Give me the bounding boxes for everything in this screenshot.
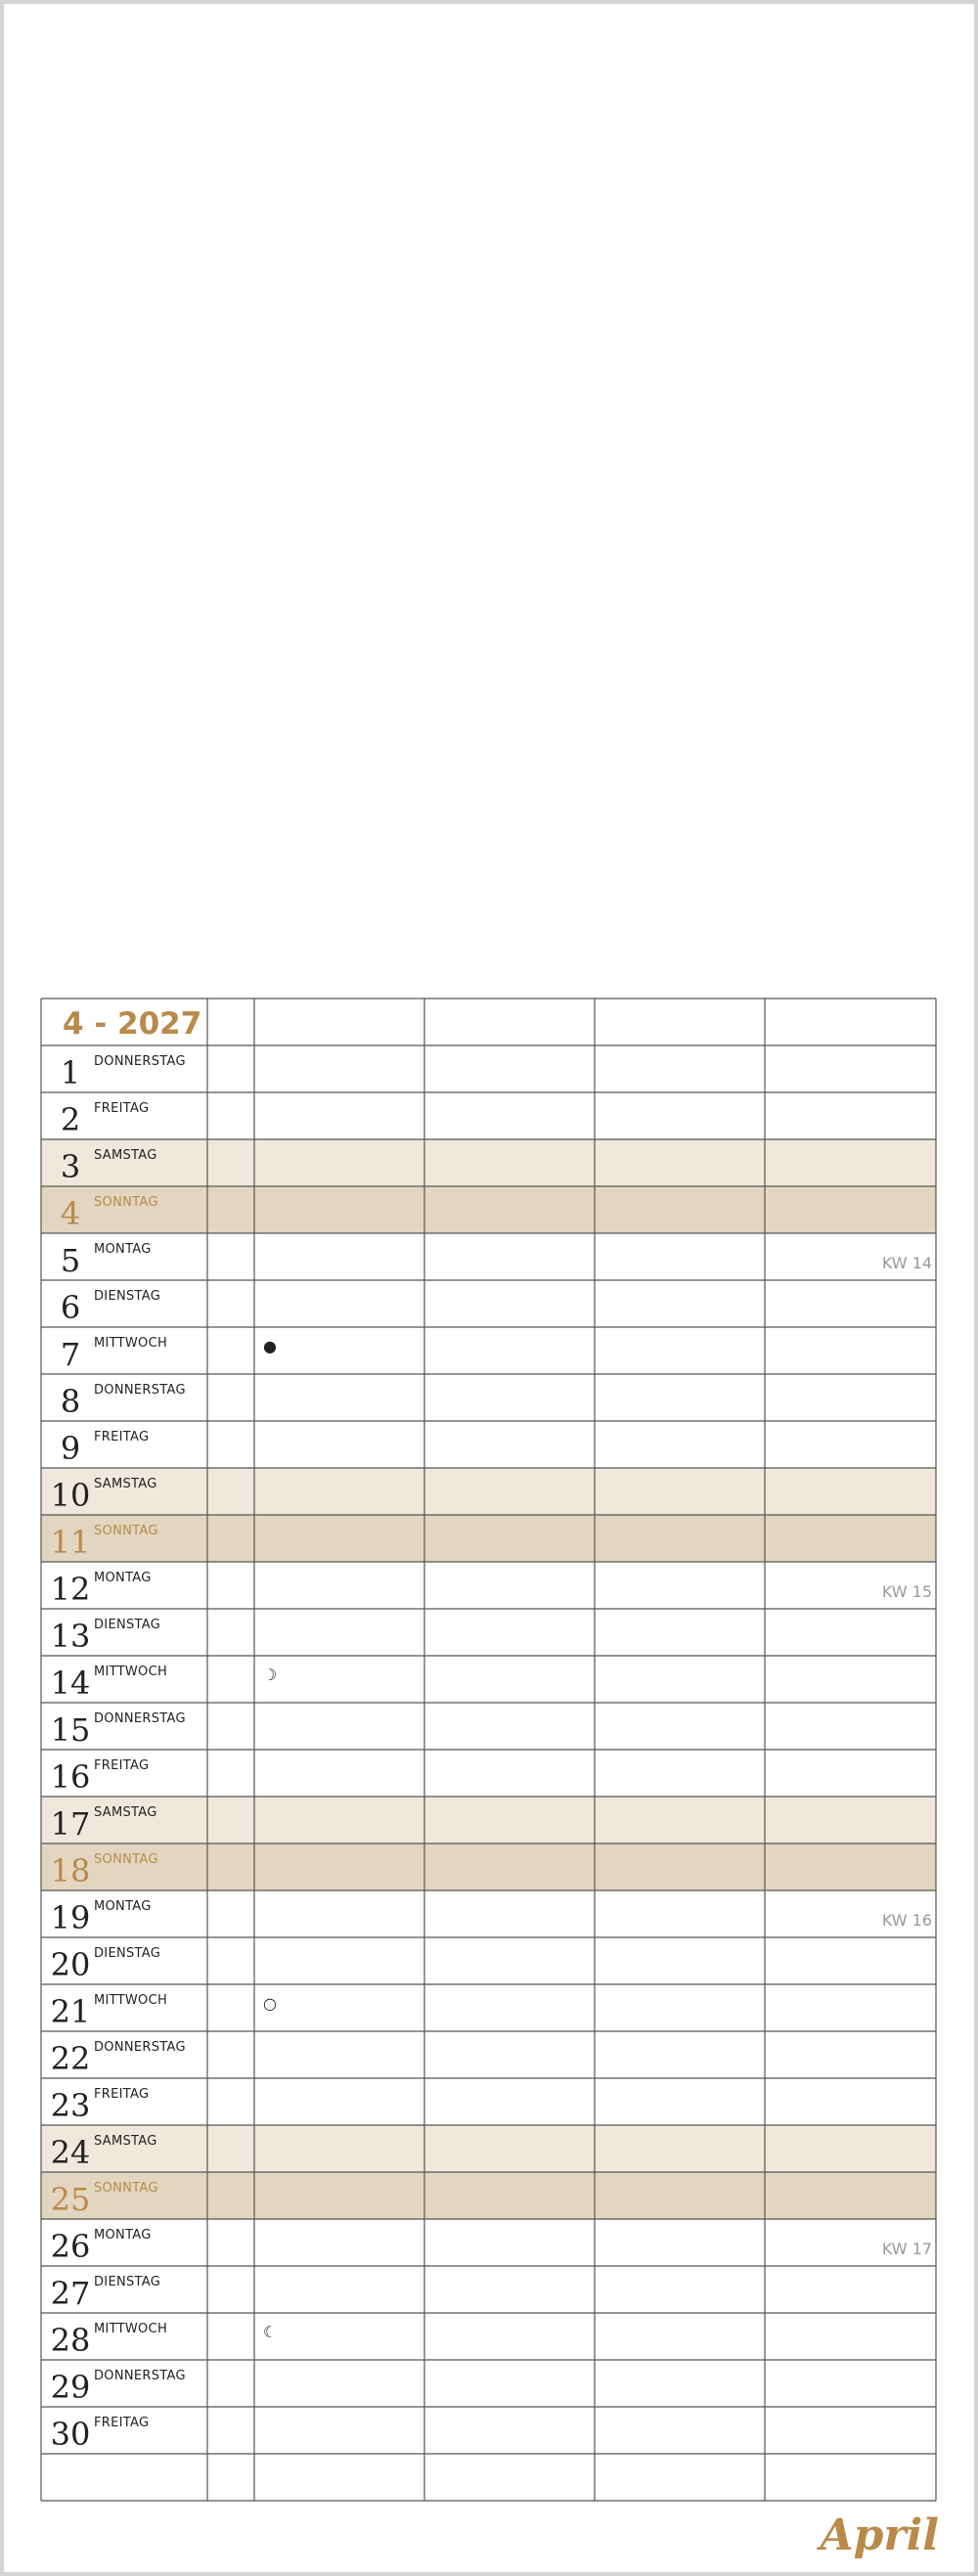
day-name: DONNERSTAG: [94, 2040, 186, 2055]
day-number: 12: [50, 1571, 91, 1608]
day-number: 2: [60, 1101, 81, 1138]
moon-phase-icon: ☾: [262, 2323, 278, 2341]
day-number: 25: [50, 2181, 91, 2218]
day-name: DIENSTAG: [94, 1946, 161, 1961]
day-number: 22: [50, 2040, 91, 2077]
day-number: 23: [50, 2087, 91, 2124]
day-name: SONNTAG: [94, 1524, 158, 1538]
calendar-sheet: [4, 4, 974, 2572]
day-name: DONNERSTAG: [94, 1054, 186, 1069]
weekend-row-fill: [41, 1515, 936, 1562]
moon-phase-icon: ☽: [262, 1666, 278, 1684]
day-number: 9: [60, 1430, 81, 1467]
day-number: 8: [60, 1383, 81, 1420]
moon-phase-icon: ○: [263, 1994, 277, 2013]
day-number: 3: [60, 1148, 81, 1185]
day-name: SONNTAG: [94, 1852, 158, 1867]
day-name: DIENSTAG: [94, 1289, 161, 1304]
weekend-row-fill: [41, 1843, 936, 1890]
day-number: 19: [50, 1899, 91, 1936]
day-name: SAMSTAG: [94, 2134, 157, 2149]
day-name: SAMSTAG: [94, 1148, 157, 1163]
day-number: 15: [50, 1711, 91, 1749]
day-number: 13: [50, 1618, 91, 1655]
day-name: MITTWOCH: [94, 1993, 168, 2008]
day-name: SONNTAG: [94, 2181, 158, 2196]
day-number: 16: [50, 1758, 91, 1796]
moon-phase-icon: ●: [263, 1337, 277, 1355]
day-name: MITTWOCH: [94, 1336, 168, 1351]
day-number: 14: [50, 1665, 91, 1702]
day-number: 6: [60, 1289, 81, 1326]
day-number: 27: [50, 2275, 91, 2312]
day-name: FREITAG: [94, 2087, 150, 2102]
day-name: DIENSTAG: [94, 1618, 161, 1632]
day-name: DIENSTAG: [94, 2275, 161, 2289]
day-name: MONTAG: [94, 2228, 152, 2243]
day-number: 21: [50, 1993, 91, 2030]
day-number: 5: [60, 1242, 81, 1279]
day-number: 17: [50, 1805, 91, 1843]
day-name: FREITAG: [94, 1430, 150, 1444]
day-name: FREITAG: [94, 1101, 150, 1116]
day-name: MITTWOCH: [94, 1665, 168, 1679]
day-name: MONTAG: [94, 1242, 152, 1257]
day-number: 1: [60, 1054, 81, 1091]
weekend-row-fill: [41, 2172, 936, 2219]
weekend-row-fill: [41, 1186, 936, 1233]
day-name: DONNERSTAG: [94, 2369, 186, 2383]
day-number: 7: [60, 1336, 81, 1373]
day-name: MONTAG: [94, 1571, 152, 1585]
day-name: FREITAG: [94, 2416, 150, 2430]
day-number: 11: [50, 1524, 91, 1561]
week-number: KW 14: [881, 1254, 932, 1272]
day-name: SAMSTAG: [94, 1805, 157, 1820]
weekend-row-fill: [41, 1139, 936, 1186]
day-name: SONNTAG: [94, 1195, 158, 1210]
day-name: DONNERSTAG: [94, 1383, 186, 1398]
calendar-grid: [4, 4, 974, 2572]
weekend-row-fill: [41, 1468, 936, 1515]
week-number: KW 15: [881, 1582, 932, 1601]
day-number: 26: [50, 2228, 91, 2265]
week-number: KW 17: [881, 2240, 932, 2258]
week-number: KW 16: [881, 1911, 932, 1930]
weekend-row-fill: [41, 2125, 936, 2172]
day-number: 18: [50, 1852, 91, 1889]
day-number: 4: [60, 1195, 81, 1232]
day-name: MONTAG: [94, 1899, 152, 1914]
weekend-row-fill: [41, 1797, 936, 1843]
day-number: 28: [50, 2322, 91, 2359]
day-name: FREITAG: [94, 1758, 150, 1773]
day-name: SAMSTAG: [94, 1477, 157, 1491]
day-number: 24: [50, 2134, 91, 2171]
month-year-title: 4 - 2027: [63, 1006, 202, 1042]
day-number: 30: [50, 2416, 91, 2453]
month-name: April: [820, 2510, 939, 2560]
day-number: 20: [50, 1946, 91, 1983]
day-name: DONNERSTAG: [94, 1711, 186, 1726]
day-number: 29: [50, 2369, 91, 2406]
day-number: 10: [50, 1477, 91, 1514]
day-name: MITTWOCH: [94, 2322, 168, 2336]
